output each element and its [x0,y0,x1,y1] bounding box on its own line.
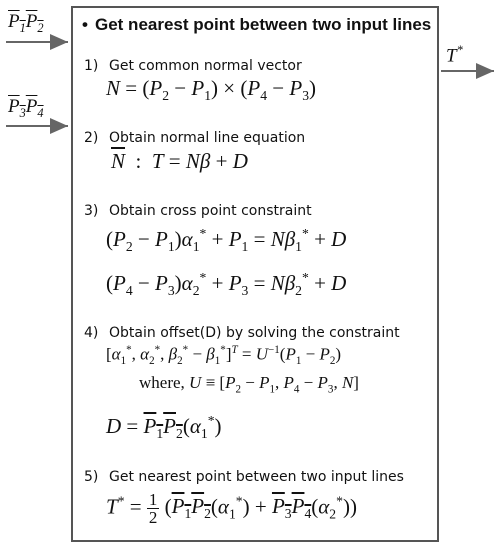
step-4-equation-2: where, $U \equiv [P_2 - P_1$, $P_4 - P_3$, N] [139,373,359,396]
step-2-label: 2) Obtain normal line equation [84,130,306,146]
step-1-equation: $N = (P_2 - P_1) \times (P_4 - P_3)$ [106,76,317,104]
process-block [71,6,439,542]
step-5-equation: T* = $\frac{1}{2}$ $(P_1P_2(\alpha_1^*) + P_3P_4(\alpha_2^*))$ [106,490,357,527]
step-1-label: 1) Get common normal vector [84,58,302,74]
step-3-label: 3) Obtain cross point constraint [84,203,312,219]
step-2-equation: $\overline{N}$ : T = Nβ + D [111,149,248,173]
step-4-equation-3: $D = P_1P_2(\alpha_1^*)$ [106,413,222,442]
step-5-label: 5) Get nearest point between two input lines [84,469,404,485]
output-label-tstar: T* [446,43,463,67]
step-3-equation-1: $(P_2 - P_1)\alpha_1^* + P_1 = N\beta_1^* + D$ [106,226,347,255]
input-label-p1p2: $P_1P_2$ [8,11,44,35]
input-label-p3p4: $P_3P_4$ [8,96,44,120]
step-4-equation-1: [$\alpha_1^*$, $\alpha_2^*$, $\beta_2^* - \beta_1^*]^T = U^{-1}(P_1 - P_2)$ [106,344,342,368]
block-title: • Get nearest point between two input lines [82,15,432,34]
step-3-equation-2: $(P_4 - P_3)\alpha_2^* + P_3 = N\beta_2^* + D$ [106,270,347,299]
step-4-label: 4) Obtain offset(D) by solving the constraint [84,325,400,341]
bullet-icon: • [82,15,88,34]
